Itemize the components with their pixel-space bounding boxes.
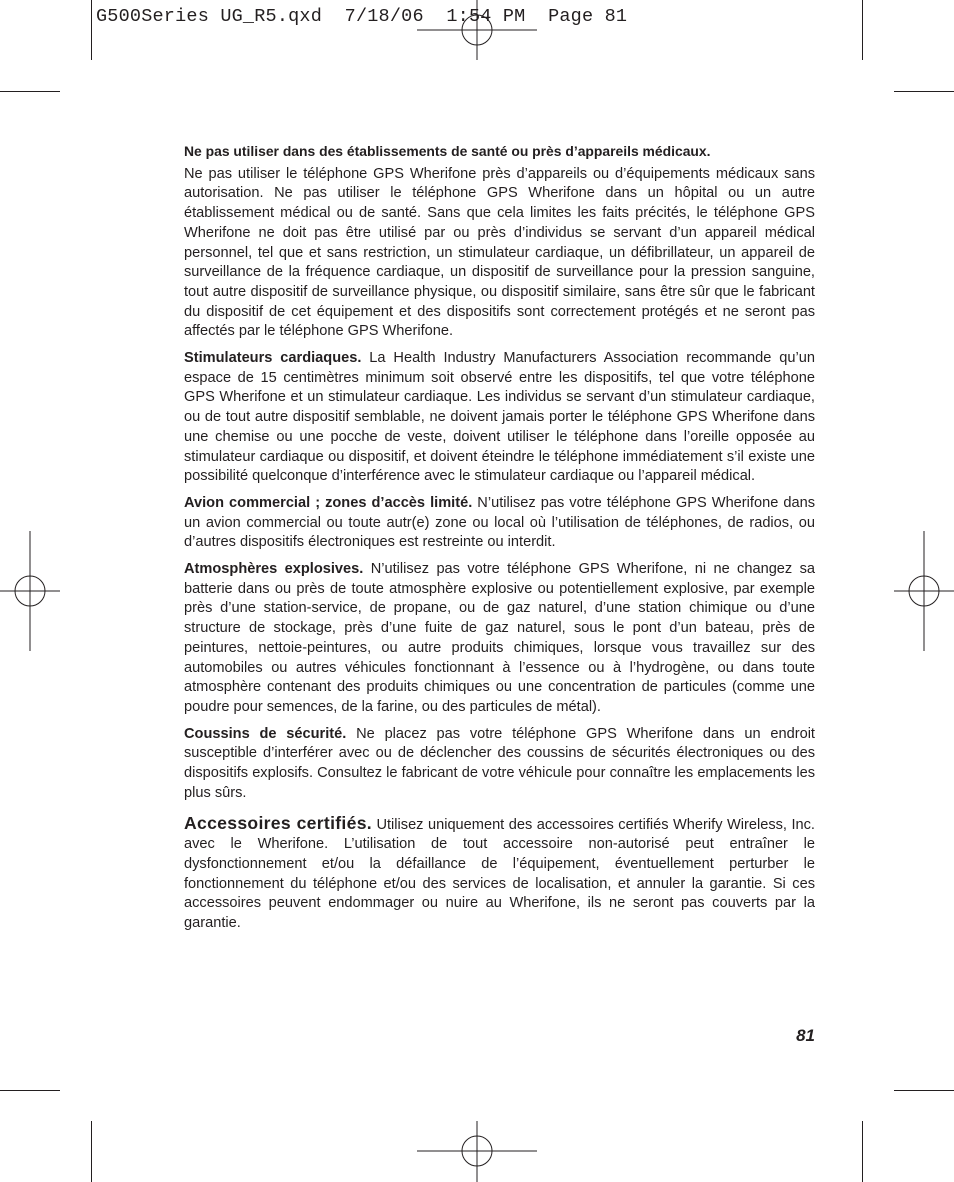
section-body-airbags: Ne placez pas votre téléphone GPS Wherifone dans un endroit susceptible d’interférer avec ou de déclencher des coussins de sécurités électroniques ou des dispositifs explosifs. Consultez le fabricant de votre véhicule pour connaître les emplacements les plus sûrs. [184, 725, 815, 801]
paragraph-explosive [184, 560, 815, 718]
print-slug-line: G500Series UG_R5.qxd 7/18/06 1:54 PM Page 81 [96, 6, 628, 27]
section-title-explosive: Atmosphères explosives. [184, 561, 364, 578]
page-content [184, 142, 815, 941]
page-number: 81 [796, 1026, 815, 1045]
registration-mark-right [894, 531, 954, 651]
section-title-accessories: Accessoires certifiés. [184, 812, 372, 833]
section-body-explosive: N’utilisez pas votre téléphone GPS Wherifone, ni ne changez sa batterie dans ou près de toute atmosphère explosive ou potentiellement explosive, par exemple près d’une station-service, de propane, ou de gaz naturel, d’une station chimique ou d’une structure de stockage, près d’une fuite de gaz naturel, sous le pont d’un bateau, près de peintures, nettoie-peintures, ou autre produits chimiques, lorsque vous travaillez sur des automobiles ou autres véhicules fonctionnant à l’essence ou à l’hydrogène, ou dans toute atmosphère contenant des produits chimiques ou une concentration de particules (comme une poudre pour semences, de la farine, ou des particules de métal). [184, 561, 815, 715]
section-body-aircraft: N’utilisez pas votre téléphone GPS Wherifone dans un avion commercial ou toute autr(e) zone ou local où l’utilisation de téléphones, de radios, ou d’autres dispositifs électroniques est restreinte ou interdit. [184, 494, 815, 551]
section-heading-medical: Ne pas utiliser dans des établissements de santé ou près d’appareils médicaux. [184, 143, 711, 159]
registration-mark-left [0, 531, 60, 651]
section-body-pacemakers: La Health Industry Manufacturers Association recommande qu’un espace de 15 centimètres minimum soit observé entre les dispositifs, tel que votre téléphone GPS Wherifone et un stimulateur cardiaque. Les individus se servant d’un stimulateur cardiaque, ou de tout autre dispositif semblable, ne doivent jamais porter le téléphone GPS Wherifone dans une chemise ou une pocche de veste, doivent utiliser le téléphone dans l’oreille opposée au stimulateur cardiaque ou dispositif, et doivent éteindre le téléphone immédiatement s’il existe une possibilité quelconque d’interférence avec le stimulateur cardiaque ou l’appareil médical. [184, 350, 815, 485]
paragraph-airbags [184, 725, 815, 804]
paragraph-aircraft [184, 494, 815, 553]
section-body-accessories: Utilisez uniquement des accessoires certifiés Wherify Wireless, Inc. avec le Wherifone. L’utilisation de tout accessoire non-autorisé peut entraîner le dysfonctionnement et/ou la défaillance de l’équipement, éventuellement perturber le fonctionnement du téléphone et/ou des services de localisation, et annuler la garantie. Si ces accessoires peuvent endommager ou nuire au Wherifone, ils ne seront pas couverts par la garantie. [184, 816, 815, 932]
paragraph-pacemakers [184, 349, 815, 487]
section-title-pacemakers: Stimulateurs cardiaques. [184, 350, 362, 367]
paragraph-accessories [184, 814, 815, 934]
section-title-airbags: Coussins de sécurité. [184, 725, 347, 742]
registration-mark-top [417, 0, 537, 60]
section-title-aircraft: Avion commercial ; zones d’accès limité. [184, 494, 473, 511]
paragraph-medical: Ne pas utiliser le téléphone GPS Wherifone près d’appareils ou d’équipements médicaux sans autorisation. Ne pas utiliser le téléphone GPS Wherifone dans un hôpital ou un autre établissement médical ou de santé. Sans que cela limites les faits précités, le téléphone GPS Wherifone ne doit pas être utilisé par ou près d’individus se servant d’un appareil médical personnel, tel que et sans restriction, un stimulateur cardiaque, un défibrillateur, un appareil de surveillance de la fréquence cardiaque, un dispositif de surveillance pour la pression sanguine, tout autre dispositif de surveillance physique, ou dispositif similaire, sans être sûr que le fabricant du dispositif de cet équipement et des dispositifs sont correctement protégés et ne seront pas affectés par le téléphone GPS Wherifone. [184, 165, 815, 340]
registration-mark-bottom [417, 1121, 537, 1182]
